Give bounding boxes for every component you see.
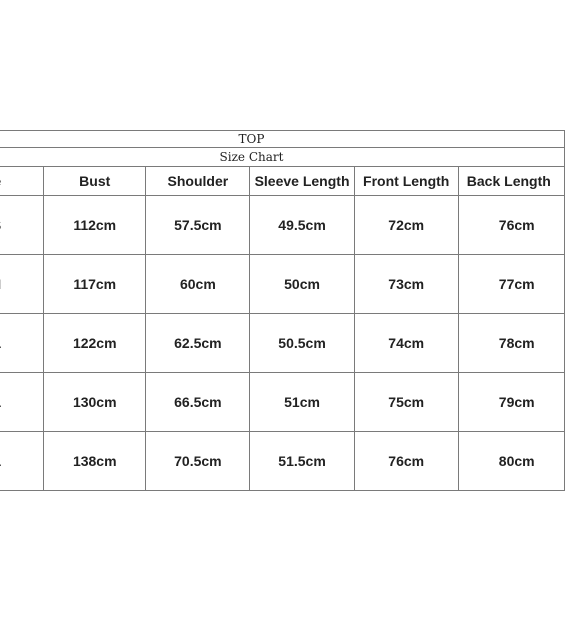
cell-front-length: 74cm (354, 314, 458, 373)
cell-bust: 138cm (44, 432, 146, 491)
cell-back-length: 77cm (458, 255, 564, 314)
cell-back-length: 78cm (458, 314, 564, 373)
cell-front-length: 73cm (354, 255, 458, 314)
cell-bust: 130cm (44, 373, 146, 432)
cell-sleeve-length: 50cm (250, 255, 354, 314)
cell-shoulder: 60cm (146, 255, 250, 314)
cell-front-length: 72cm (354, 196, 458, 255)
table-subtitle: Size Chart (0, 148, 565, 167)
cell-shoulder: 70.5cm (146, 432, 250, 491)
cell-sleeve-length: 51cm (250, 373, 354, 432)
size-chart-table (0, 130, 565, 491)
cell-front-length: 76cm (354, 432, 458, 491)
cell-size (0, 255, 44, 314)
table-subtitle-row (0, 148, 565, 167)
cell-bust: 112cm (44, 196, 146, 255)
column-header-size (0, 167, 44, 196)
cell-shoulder: 57.5cm (146, 196, 250, 255)
cell-shoulder: 66.5cm (146, 373, 250, 432)
cell-back-length: 76cm (458, 196, 564, 255)
table-title-row (0, 131, 565, 148)
table-header-row (0, 167, 565, 196)
cell-back-length: 80cm (458, 432, 564, 491)
table-row (0, 373, 565, 432)
cell-size (0, 373, 44, 432)
cell-sleeve-length: 50.5cm (250, 314, 354, 373)
cell-bust: 117cm (44, 255, 146, 314)
table-row (0, 196, 565, 255)
cell-bust: 122cm (44, 314, 146, 373)
table-title: TOP (0, 131, 565, 148)
column-header-shoulder: Shoulder (146, 167, 250, 196)
cell-size (0, 432, 44, 491)
cell-sleeve-length: 49.5cm (250, 196, 354, 255)
cell-size (0, 314, 44, 373)
table-row (0, 314, 565, 373)
column-header-sleeve-length: Sleeve Length (250, 167, 354, 196)
cell-sleeve-length: 51.5cm (250, 432, 354, 491)
cell-shoulder: 62.5cm (146, 314, 250, 373)
column-header-bust: Bust (44, 167, 146, 196)
cell-front-length: 75cm (354, 373, 458, 432)
table-row (0, 432, 565, 491)
column-header-back-length: Back Length (458, 167, 564, 196)
cell-size (0, 196, 44, 255)
column-header-front-length: Front Length (354, 167, 458, 196)
cell-back-length: 79cm (458, 373, 564, 432)
table-row (0, 255, 565, 314)
